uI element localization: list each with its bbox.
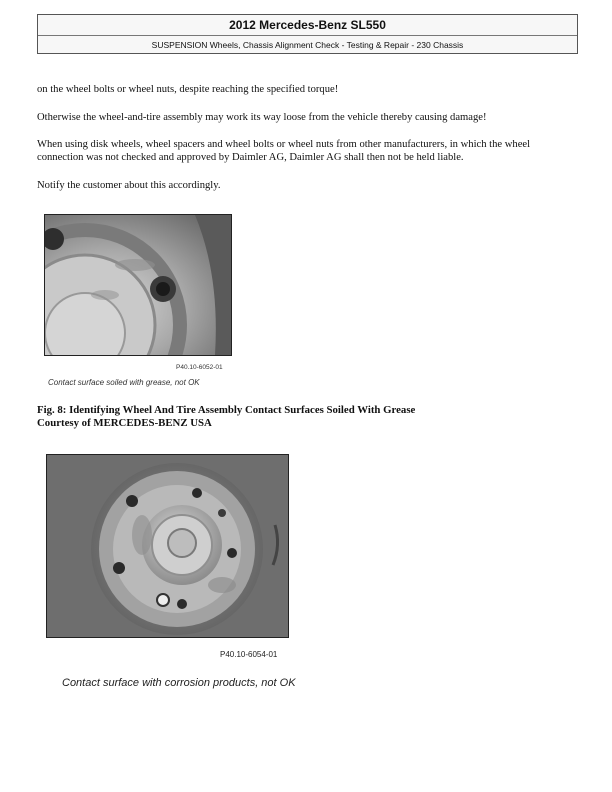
figure1-caption: Contact surface soiled with grease, not OK [48, 378, 200, 387]
figure-caption [37, 404, 517, 430]
figure1-code: P40.10-6052-01 [176, 364, 223, 371]
corrosion-contact-photo [46, 454, 289, 638]
paragraph-torque: on the wheel bolts or wheel nuts, despite reaching the specified torque! [37, 84, 339, 95]
grease-contact-photo [44, 214, 232, 356]
figure-caption-title: Fig. 8: Identifying Wheel And Tire Assembly Contact Surfaces Soiled With Grease [37, 404, 416, 416]
figure2-caption: Contact surface with corrosion products, not OK [62, 677, 296, 689]
page-header [37, 14, 578, 54]
paragraph-loose-warning: Otherwise the wheel-and-tire assembly may work its way loose from the vehicle thereby causing damage! [37, 112, 487, 123]
figure-caption-courtesy: Courtesy of MERCEDES-BENZ USA [37, 417, 212, 429]
paragraph-notify: Notify the customer about this accordingly. [37, 180, 221, 191]
paragraph-liability: When using disk wheels, wheel spacers and wheel bolts or wheel nuts from other manufacturers, in which the wheel connection was not checked and approved by Daimler AG, Daimler AG shall then not be held liable. [37, 139, 531, 163]
figure2-code: P40.10-6054-01 [220, 650, 278, 659]
document-title: 2012 Mercedes-Benz SL550 [38, 15, 577, 36]
document-subtitle: SUSPENSION Wheels, Chassis Alignment Check - Testing & Repair - 230 Chassis [151, 40, 464, 50]
